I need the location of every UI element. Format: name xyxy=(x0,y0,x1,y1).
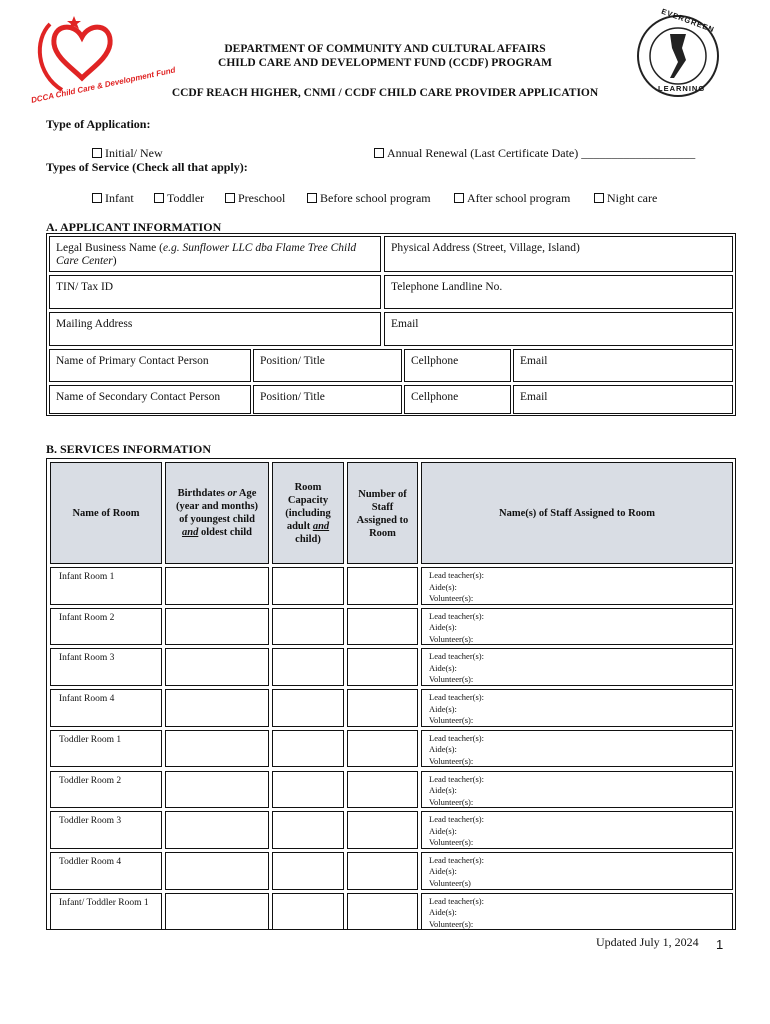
staff-label-vol: Volunteer(s): xyxy=(429,796,474,807)
birthdates-cell[interactable] xyxy=(165,852,269,890)
staff-label-aide: Aide(s): xyxy=(429,866,457,877)
staff-label-lead: Lead teacher(s): xyxy=(429,773,484,784)
room-name: Infant Room 3 xyxy=(59,653,115,664)
staff-labels xyxy=(429,774,484,809)
birthdates-cell[interactable] xyxy=(165,730,269,768)
header-line1: DEPARTMENT OF COMMUNITY AND CULTURAL AFFAIRS xyxy=(224,43,546,55)
staff-label-vol: Volunteer(s): xyxy=(429,715,474,726)
staff-label-lead: Lead teacher(s): xyxy=(429,895,484,906)
renewal-option[interactable]: Annual Renewal (Last Certificate Date) ___________________ xyxy=(374,146,695,161)
staff-label-lead: Lead teacher(s): xyxy=(429,814,484,825)
service-option-preschool[interactable]: Preschool xyxy=(225,191,285,206)
room-name: Toddler Room 1 xyxy=(59,734,122,745)
room-name-cell xyxy=(50,893,162,931)
capacity-cell[interactable] xyxy=(272,811,344,849)
capacity-cell[interactable] xyxy=(272,567,344,605)
staff-count-cell[interactable] xyxy=(347,893,418,931)
staff-names-cell[interactable] xyxy=(421,771,733,809)
room-name-cell xyxy=(50,771,162,809)
renewal-checkbox[interactable] xyxy=(374,148,384,158)
birthdates-cell[interactable] xyxy=(165,893,269,931)
staff-count-cell[interactable] xyxy=(347,689,418,727)
room-name-cell xyxy=(50,648,162,686)
staff-count-cell[interactable] xyxy=(347,608,418,646)
service-option-night-care[interactable]: Night care xyxy=(594,191,657,206)
staff-label-aide: Aide(s): xyxy=(429,703,457,714)
staff-label-lead: Lead teacher(s): xyxy=(429,610,484,621)
staff-labels xyxy=(429,814,484,849)
header-staff-names: Name(s) of Staff Assigned to Room xyxy=(421,462,733,564)
staff-names-cell[interactable] xyxy=(421,567,733,605)
room-name: Toddler Room 3 xyxy=(59,816,122,827)
primary-email-field[interactable]: Email xyxy=(513,349,733,382)
updated-date: Updated July 1, 2024 xyxy=(596,935,699,949)
initial-checkbox[interactable] xyxy=(92,148,102,158)
birthdates-cell[interactable] xyxy=(165,608,269,646)
staff-labels xyxy=(429,570,484,605)
staff-labels xyxy=(429,651,484,686)
infant-checkbox[interactable] xyxy=(92,193,102,203)
staff-names-cell[interactable] xyxy=(421,893,733,931)
room-name: Infant Room 4 xyxy=(59,694,115,705)
staff-label-aide: Aide(s): xyxy=(429,907,457,918)
room-name: Toddler Room 2 xyxy=(59,775,122,786)
birthdates-cell[interactable] xyxy=(165,811,269,849)
staff-names-cell[interactable] xyxy=(421,730,733,768)
room-name: Infant Room 2 xyxy=(59,612,115,623)
capacity-cell[interactable] xyxy=(272,730,344,768)
room-name-cell xyxy=(50,689,162,727)
physical-address-field[interactable]: Physical Address (Street, Village, Island) xyxy=(384,236,733,272)
capacity-cell[interactable] xyxy=(272,852,344,890)
birthdates-cell[interactable] xyxy=(165,689,269,727)
capacity-cell[interactable] xyxy=(272,893,344,931)
header-room-capacity: Room Capacity (including adult and child) xyxy=(272,462,344,564)
room-name: Infant Room 1 xyxy=(59,572,115,582)
staff-label-lead: Lead teacher(s): xyxy=(429,854,484,865)
after-school-checkbox[interactable] xyxy=(454,193,464,203)
business-name-field[interactable]: Legal Business Name (e.g. Sunflower LLC dba Flame Tree Child Care Center) xyxy=(49,236,381,272)
staff-label-aide: Aide(s): xyxy=(429,662,457,673)
mailing-address-field[interactable]: Mailing Address xyxy=(49,312,381,346)
logo-bottom-text: LEARNING xyxy=(658,84,706,93)
room-name-cell xyxy=(50,811,162,849)
secondary-cellphone-field[interactable]: Cellphone xyxy=(404,385,511,414)
room-name-cell xyxy=(50,730,162,768)
telephone-field[interactable]: Telephone Landline No. xyxy=(384,275,733,309)
primary-contact-field[interactable]: Name of Primary Contact Person xyxy=(49,349,251,382)
service-option-toddler[interactable]: Toddler xyxy=(154,191,204,206)
room-name-cell xyxy=(50,567,162,605)
application-type-label: Type of Application: xyxy=(46,117,151,131)
staff-labels xyxy=(429,896,484,931)
staff-count-cell[interactable] xyxy=(347,771,418,809)
preschool-checkbox[interactable] xyxy=(225,193,235,203)
staff-count-cell[interactable] xyxy=(347,811,418,849)
header-number-of-staff: Number of Staff Assigned to Room xyxy=(347,462,418,564)
staff-names-cell[interactable] xyxy=(421,608,733,646)
staff-label-lead: Lead teacher(s): xyxy=(429,651,484,662)
room-name: Infant/ Toddler Room 1 xyxy=(59,897,149,908)
staff-label-aide: Aide(s): xyxy=(429,785,457,795)
room-name-cell xyxy=(50,608,162,646)
night-care-checkbox[interactable] xyxy=(594,193,604,203)
staff-label-aide: Aide(s): xyxy=(429,825,457,836)
secondary-position-field[interactable]: Position/ Title xyxy=(253,385,402,414)
staff-label-lead: Lead teacher(s): xyxy=(429,732,484,743)
staff-labels xyxy=(429,692,484,727)
staff-count-cell[interactable] xyxy=(347,567,418,605)
secondary-contact-field[interactable]: Name of Secondary Contact Person xyxy=(49,385,251,414)
staff-label-aide: Aide(s): xyxy=(429,744,457,755)
section-a-title: A. APPLICANT INFORMATION xyxy=(46,220,222,234)
section-b-title: B. SERVICES INFORMATION xyxy=(46,442,212,456)
birthdates-cell[interactable] xyxy=(165,567,269,605)
staff-count-cell[interactable] xyxy=(347,648,418,686)
initial-option[interactable]: Initial/ New xyxy=(92,146,163,161)
capacity-cell[interactable] xyxy=(272,771,344,809)
header-room-name: Name of Room xyxy=(50,462,162,564)
staff-label-vol: Volunteer(s): xyxy=(429,918,474,929)
primary-cellphone-field[interactable]: Cellphone xyxy=(404,349,511,382)
email-field[interactable]: Email xyxy=(384,312,733,346)
header-line3: CCDF REACH HIGHER, CNMI / CCDF CHILD CARE PROVIDER APPLICATION xyxy=(171,87,599,99)
logo-text: DCCA Child Care & Development Fund xyxy=(30,65,177,105)
services-table xyxy=(46,458,736,930)
page-number: 1 xyxy=(716,937,724,952)
capacity-cell[interactable] xyxy=(272,648,344,686)
staff-count-cell[interactable] xyxy=(347,730,418,768)
staff-label-vol: Volunteer(s): xyxy=(429,674,474,685)
secondary-email-field[interactable]: Email xyxy=(513,385,733,414)
staff-labels xyxy=(429,855,484,890)
staff-label-vol: Volunteer(s): xyxy=(429,593,474,603)
staff-names-cell[interactable] xyxy=(421,811,733,849)
staff-label-aide: Aide(s): xyxy=(429,622,457,633)
staff-names-cell[interactable] xyxy=(421,648,733,686)
logo-top-text: EVERGREEN xyxy=(660,6,716,35)
staff-label-vol: Volunteer(s): xyxy=(429,633,474,644)
services-type-label: Types of Service (Check all that apply): xyxy=(46,160,248,174)
primary-position-field[interactable]: Position/ Title xyxy=(253,349,402,382)
toddler-checkbox[interactable] xyxy=(154,193,164,203)
staff-label-vol: Volunteer(s): xyxy=(429,837,474,848)
staff-label-aide: Aide(s): xyxy=(429,581,457,592)
tin-field[interactable]: TIN/ Tax ID xyxy=(49,275,381,309)
birthdates-cell[interactable] xyxy=(165,648,269,686)
staff-labels xyxy=(429,733,484,768)
service-option-after-school[interactable]: After school program xyxy=(454,191,570,206)
header-birthdates: Birthdates or Age (year and months) of youngest child and oldest child xyxy=(165,462,269,564)
capacity-cell[interactable] xyxy=(272,608,344,646)
birthdates-cell[interactable] xyxy=(165,771,269,809)
staff-label-vol: Volunteer(s) xyxy=(429,877,471,888)
staff-count-cell[interactable] xyxy=(347,852,418,890)
service-option-infant[interactable]: Infant xyxy=(92,191,134,206)
room-name-cell xyxy=(50,852,162,890)
staff-label-lead: Lead teacher(s): xyxy=(429,570,484,580)
capacity-cell[interactable] xyxy=(272,689,344,727)
before-school-checkbox[interactable] xyxy=(307,193,317,203)
business-name-example: e.g. Sunflower LLC dba Flame Tree Child Care Center xyxy=(56,242,357,267)
service-option-before-school[interactable]: Before school program xyxy=(307,191,431,206)
staff-labels xyxy=(429,611,484,646)
header-line2: CHILD CARE AND DEVELOPMENT FUND (CCDF) PROGRAM xyxy=(218,57,552,69)
staff-label-lead: Lead teacher(s): xyxy=(429,692,484,703)
staff-label-vol: Volunteer(s): xyxy=(429,755,474,766)
room-name: Toddler Room 4 xyxy=(59,856,122,867)
staff-names-cell[interactable] xyxy=(421,852,733,890)
staff-names-cell[interactable] xyxy=(421,689,733,727)
